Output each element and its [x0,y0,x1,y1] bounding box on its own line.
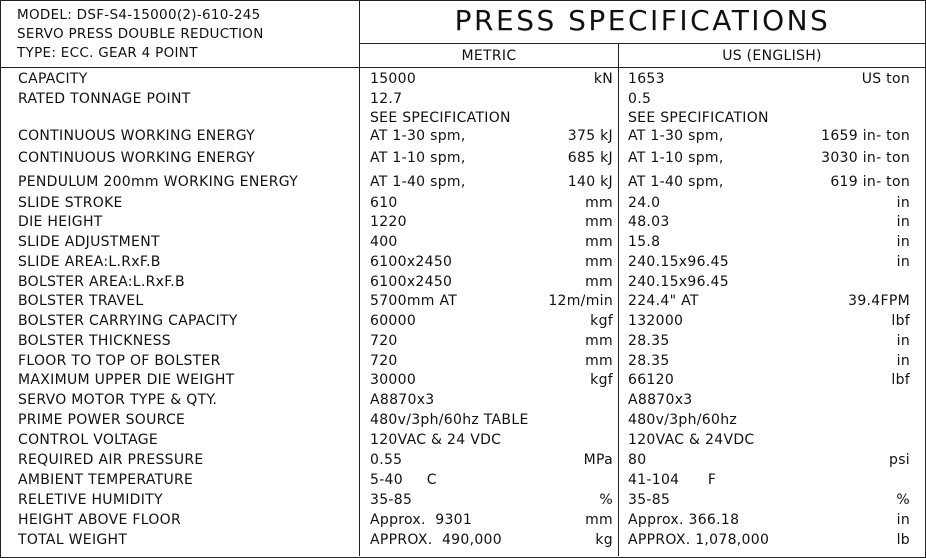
us-unit: in [896,195,910,211]
spec-label: BOLSTER THICKNESS [18,333,171,349]
metric-value: 120VAC & 24 VDC [370,432,502,448]
page-title: PRESS SPECIFICATIONS [454,4,831,37]
us-value: 480v/3ph/60hz [628,412,738,428]
spec-label: CAPACITY [18,71,88,87]
us-value: 41-104 F [628,472,717,488]
spec-label: RELETIVE HUMIDITY [18,492,163,508]
spec-label: HEIGHT ABOVE FLOOR [18,512,181,528]
us-unit: in [896,353,910,369]
metric-unit: MPa [583,452,613,468]
us-value: 28.35 [628,353,670,369]
us-unit: in [896,214,910,230]
us-value: 132000 [628,313,684,329]
us-unit: psi [889,452,910,468]
divider-header [0,67,925,68]
metric-value: 60000 [370,313,417,329]
spec-label: SLIDE ADJUSTMENT [18,234,160,250]
us-value: 0.5 [628,91,652,107]
metric-unit: mm [585,353,613,369]
spec-label: RATED TONNAGE POINT [18,91,191,107]
us-value: 80 [628,452,647,468]
metric-unit: 140 kJ [567,174,613,190]
spec-label: SERVO MOTOR TYPE & QTY. [18,392,218,408]
us-value: SEE SPECIFICATION [628,110,769,126]
metric-value: AT 1-40 spm, [370,174,466,190]
us-unit: lbf [891,313,910,329]
metric-value: 1220 [370,214,407,230]
us-value: AT 1-10 spm, [628,150,724,166]
divider-title [359,43,925,44]
spec-label: CONTINUOUS WORKING ENERGY [18,128,256,144]
spec-label: MAXIMUM UPPER DIE WEIGHT [18,372,235,388]
metric-unit: mm [585,274,613,290]
us-value: 224.4" AT [628,293,699,309]
us-unit: 39.4FPM [848,293,910,309]
metric-unit: mm [585,234,613,250]
us-value: 240.15x96.45 [628,254,729,270]
metric-unit: mm [585,214,613,230]
us-value: 48.03 [628,214,670,230]
spec-label: SLIDE STROKE [18,195,123,211]
spec-label: CONTINUOUS WORKING ENERGY [18,150,256,166]
spec-label: PENDULUM 200mm WORKING ENERGY [18,174,299,190]
metric-unit: kgf [590,313,613,329]
metric-value: 35-85 [370,492,413,508]
spec-label: BOLSTER TRAVEL [18,293,144,309]
us-unit: US ton [861,71,910,87]
metric-value: AT 1-10 spm, [370,150,466,166]
us-value: A8870x3 [628,392,693,408]
metric-value: 12.7 [370,91,403,107]
metric-column-header: METRIC [461,48,517,64]
us-value: 15.8 [628,234,661,250]
metric-unit: mm [585,254,613,270]
us-value: AT 1-30 spm, [628,128,724,144]
spec-label: REQUIRED AIR PRESSURE [18,452,204,468]
us-value: APPROX. 1,078,000 [628,532,770,548]
us-value: 240.15x96.45 [628,274,729,290]
us-unit: in [896,234,910,250]
metric-value: 30000 [370,372,417,388]
us-unit: % [896,492,910,508]
press-type-line: SERVO PRESS DOUBLE REDUCTION [17,26,264,42]
metric-value: APPROX. 490,000 [370,532,502,548]
metric-value: 6100x2450 [370,274,453,290]
metric-unit: kN [593,71,613,87]
us-value: 66120 [628,372,675,388]
metric-unit: 685 kJ [567,150,613,166]
metric-value: 15000 [370,71,417,87]
us-unit: lb [896,532,910,548]
metric-value: A8870x3 [370,392,435,408]
metric-value: 480v/3ph/60hz TABLE [370,412,529,428]
metric-unit: mm [585,333,613,349]
spec-label: AMBIENT TEMPERATURE [18,472,194,488]
metric-value: SEE SPECIFICATION [370,110,511,126]
us-unit: 619 in- ton [830,174,910,190]
us-unit: in [896,333,910,349]
metric-value: 0.55 [370,452,403,468]
spec-label: PRIME POWER SOURCE [18,412,186,428]
metric-unit: 375 kJ [567,128,613,144]
metric-unit: kg [595,532,613,548]
us-value: 24.0 [628,195,661,211]
us-value: 28.35 [628,333,670,349]
metric-value: AT 1-30 spm, [370,128,466,144]
us-unit: in [896,254,910,270]
divider-label-metric [359,0,360,556]
metric-value: 6100x2450 [370,254,453,270]
gear-type-line: TYPE: ECC. GEAR 4 POINT [17,45,198,61]
metric-value: 610 [370,195,398,211]
metric-value: 5700mm AT [370,293,458,309]
divider-metric-us [618,43,619,556]
us-unit: 3030 in- ton [821,150,910,166]
metric-unit: mm [585,195,613,211]
us-unit: lbf [891,372,910,388]
spec-label: FLOOR TO TOP OF BOLSTER [18,353,221,369]
us-value: 120VAC & 24VDC [628,432,755,448]
model-number: MODEL: DSF-S4-15000(2)-610-245 [17,7,261,23]
metric-unit: % [599,492,613,508]
spec-label: SLIDE AREA:L.RxF.B [18,254,161,270]
us-unit: in [896,512,910,528]
us-value: Approx. 366.18 [628,512,740,528]
us-value: 35-85 [628,492,671,508]
spec-label: TOTAL WEIGHT [18,532,128,548]
metric-value: 5-40 C [370,472,437,488]
metric-value: 400 [370,234,398,250]
us-column-header: US (ENGLISH) [722,48,822,64]
metric-value: 720 [370,353,398,369]
metric-unit: 12m/min [548,293,613,309]
spec-label: BOLSTER AREA:L.RxF.B [18,274,185,290]
us-value: AT 1-40 spm, [628,174,724,190]
metric-value: 720 [370,333,398,349]
metric-unit: kgf [590,372,613,388]
us-value: 1653 [628,71,665,87]
spec-label: CONTROL VOLTAGE [18,432,159,448]
spec-label: BOLSTER CARRYING CAPACITY [18,313,238,329]
metric-value: Approx. 9301 [370,512,473,528]
metric-unit: mm [585,512,613,528]
spec-label: DIE HEIGHT [18,214,103,230]
us-unit: 1659 in- ton [821,128,910,144]
